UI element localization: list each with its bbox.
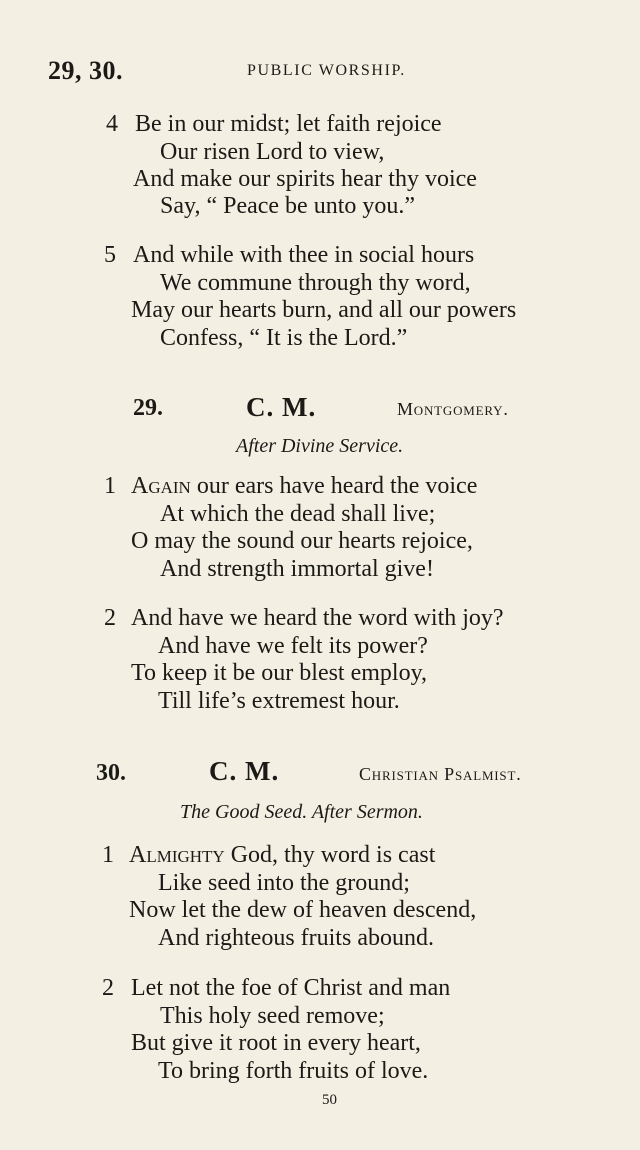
verse-line-first: [129, 841, 435, 869]
verse-line: And strength immortal give!: [160, 556, 434, 582]
first-word-small-caps: Again: [131, 473, 191, 499]
verse-line: May our hearts burn, and all our powers: [131, 297, 517, 323]
hymn-30-header: [0, 758, 640, 792]
verse-line: Till life’s extremest hour.: [158, 688, 400, 714]
verse-number: 2: [104, 605, 116, 631]
verse-line: To bring forth fruits of love.: [158, 1058, 429, 1084]
hymn-author: Montgomery.: [397, 399, 509, 419]
verse-line: Say, “ Peace be unto you.”: [160, 193, 416, 219]
verse-line: We commune through thy word,: [160, 270, 471, 296]
verse-line: But give it root in every heart,: [131, 1030, 421, 1056]
first-line-rest: our ears have heard the voice: [190, 473, 478, 499]
hymn-30-subtitle: The Good Seed. After Sermon.: [180, 801, 423, 823]
verse-number: 5: [104, 242, 116, 268]
verse-line: Like seed into the ground;: [158, 870, 410, 896]
verse-line: And have we heard the word with joy?: [131, 605, 504, 631]
verse-line: At which the dead shall live;: [160, 501, 436, 527]
first-line-rest: God, thy word is cast: [224, 842, 436, 868]
running-head-title: PUBLIC WORSHIP.: [247, 62, 406, 79]
verse-line: Be in our midst; let faith rejoice: [135, 111, 442, 137]
verse-line: And make our spirits hear thy voice: [133, 166, 477, 192]
verse-line: Our risen Lord to view,: [160, 139, 385, 165]
verse-line-first: [131, 472, 477, 500]
verse-line: To keep it be our blest employ,: [131, 660, 428, 686]
hymn-number: 29.: [133, 395, 163, 421]
verse-line: And have we felt its power?: [158, 633, 428, 659]
page-number: 50: [322, 1092, 337, 1108]
verse-number: 4: [106, 111, 118, 137]
hymn-29-header: [0, 394, 640, 428]
verse-number: 2: [102, 975, 114, 1001]
hymn-meter: C. M.: [246, 392, 317, 422]
verse-line: This holy seed remove;: [160, 1003, 385, 1029]
hymn-meter: C. M.: [209, 756, 280, 786]
verse-line: And while with thee in social hours: [133, 242, 475, 268]
verse-line: O may the sound our hearts rejoice,: [131, 528, 473, 554]
verse-line: Now let the dew of heaven descend,: [129, 897, 477, 923]
verse-number: 1: [104, 473, 116, 499]
hymn-number: 30.: [96, 760, 126, 786]
hymn-author: Christian Psalmist.: [359, 764, 522, 784]
running-head: [0, 56, 640, 86]
verse-line: Confess, “ It is the Lord.”: [160, 325, 408, 351]
verse-number: 1: [102, 842, 114, 868]
verse-line: Let not the foe of Christ and man: [131, 975, 451, 1001]
hymn-29-subtitle: After Divine Service.: [236, 435, 404, 457]
verse-line: And righteous fruits abound.: [158, 925, 434, 951]
first-word-small-caps: Almighty: [129, 842, 225, 868]
running-head-hymn-numbers: 29, 30.: [48, 56, 123, 85]
